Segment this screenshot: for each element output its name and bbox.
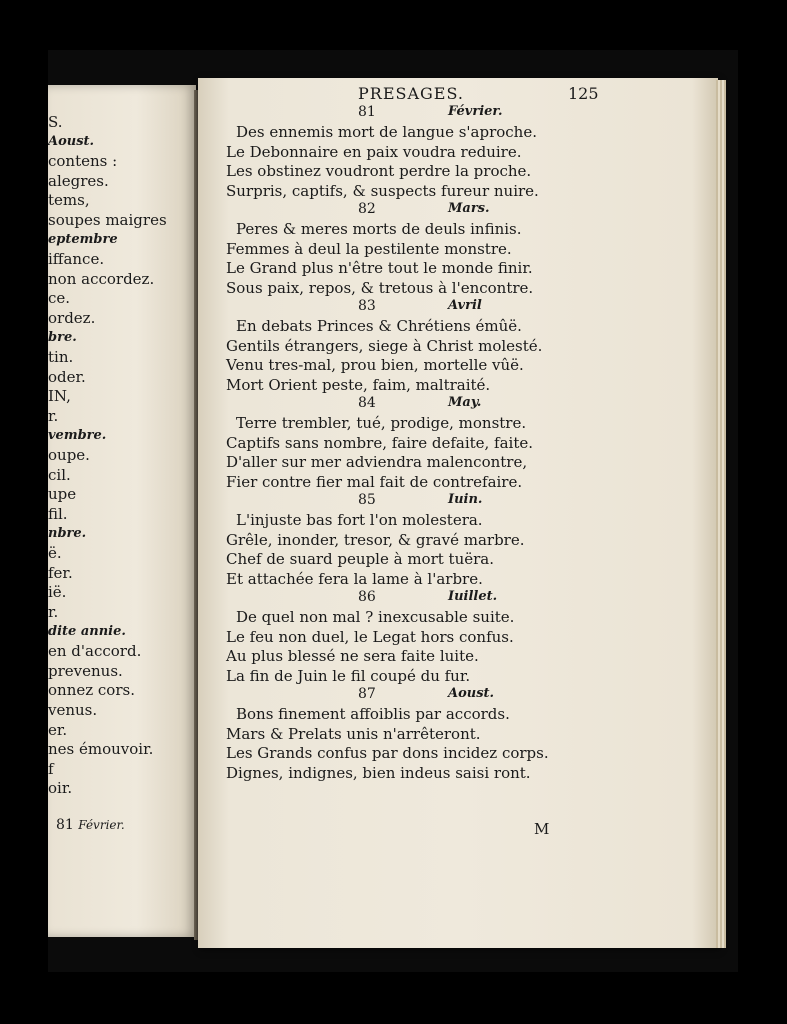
verse-line: L'injuste bas fort l'on molestera. (236, 511, 483, 530)
page-edges (716, 80, 726, 948)
verse-line: Femmes à deul la pestilente monstre. (226, 239, 512, 258)
quatrain-month: Iuin. (448, 492, 483, 507)
quatrain-number: 84 (358, 395, 376, 411)
left-page-line: oir. (48, 779, 73, 798)
quatrain-heading (198, 686, 718, 704)
quatrain-month: May. (448, 395, 482, 410)
book-scan (48, 50, 738, 972)
left-page-line: prevenus. (48, 661, 123, 680)
verse-line: Au plus blessé ne sera faite luite. (226, 647, 479, 666)
quatrain-number: 86 (358, 589, 376, 605)
verse-line: Mars & Prelats unis n'arrêteront. (226, 724, 481, 743)
quatrain-number: 82 (358, 201, 376, 217)
left-page-line: contens : (48, 152, 118, 171)
left-page-line: cil. (48, 465, 71, 484)
left-page-line: venus. (48, 701, 98, 719)
left-page-line: bre. (48, 329, 77, 345)
left-page-line: upe (48, 485, 77, 504)
verse-line: Venu tres-mal, prou bien, mortelle vûë. (226, 356, 524, 375)
quatrain-month: Avril (448, 298, 482, 313)
quatrain-number: 87 (358, 686, 376, 702)
quatrain-number: 83 (358, 298, 376, 314)
verse-line: Les obstinez voudront perdre la proche. (226, 162, 532, 181)
left-page-line: ordez. (48, 309, 96, 327)
left-page-line: er. (48, 720, 68, 739)
running-header: PRESAGES. (358, 84, 464, 103)
left-page-line: oder. (48, 367, 86, 386)
catchword-number: 81 (56, 817, 74, 833)
left-page-line: nes émouvoir. (48, 740, 154, 759)
signature-mark: M (534, 820, 550, 838)
verse-line: Bons finement affoiblis par accords. (236, 705, 510, 724)
verse-line: Les Grands confus par dons incidez corps. (226, 744, 549, 763)
left-page-line: en d'accord. (48, 642, 142, 661)
quatrain-heading (198, 298, 718, 316)
page-number: 125 (568, 84, 599, 103)
left-page (48, 85, 196, 937)
quatrain-month: Aoust. (448, 686, 495, 701)
verse-line: Le Grand plus n'être tout le monde finir. (226, 259, 533, 278)
left-page-line: r. (48, 603, 59, 621)
quatrain-month: Février. (448, 104, 503, 119)
verse-line: Des ennemis mort de langue s'aproche. (236, 123, 537, 142)
verse-line: La fin de Juin le fil coupé du fur. (226, 666, 471, 685)
left-page-line: fil. (48, 505, 68, 523)
verse-line: Peres & meres morts de deuls infinis. (236, 220, 522, 239)
left-page-line: tin. (48, 348, 74, 367)
quatrain-number: 85 (358, 492, 376, 508)
quatrain-heading (198, 395, 718, 413)
left-page-line: oupe. (48, 446, 90, 465)
verse-line: Mort Orient peste, faim, maltraité. (226, 375, 491, 394)
left-page-line: IN, (48, 387, 71, 406)
left-page-line: r. (48, 407, 59, 425)
right-page (198, 78, 718, 948)
verse-line: Chef de suard peuple à mort tuëra. (226, 550, 494, 569)
left-page-line: eptembre (48, 231, 118, 247)
left-page-line: non accordez. (48, 269, 155, 288)
quatrain-heading (198, 104, 718, 122)
left-page-line: alegres. (48, 171, 109, 190)
verse-line: D'aller sur mer adviendra malencontre, (226, 453, 528, 472)
left-page-line: soupes maigres (48, 211, 167, 229)
left-page-line: onnez cors. (48, 681, 135, 700)
verse-line: Le Debonnaire en paix voudra reduire. (226, 142, 522, 161)
verse-line: Sous paix, repos, & tretous à l'encontre. (226, 278, 534, 297)
quatrain-number: 81 (358, 104, 376, 120)
left-page-line: ë. (48, 544, 62, 563)
verse-line: Et attachée fera la lame à l'arbre. (226, 569, 483, 588)
verse-line: En debats Princes & Chrétiens émûë. (236, 317, 522, 336)
quatrain-month: Iuillet. (448, 589, 498, 604)
quatrain-heading (198, 492, 718, 510)
left-page-line: Aoust. (48, 133, 95, 149)
quatrain-heading (198, 201, 718, 219)
left-page-line: tems, (48, 191, 90, 210)
left-page-line: nbre. (48, 525, 87, 541)
verse-line: Gentils étrangers, siege à Christ molesté. (226, 336, 543, 355)
left-page-line: dite annie. (48, 623, 126, 639)
verse-line: Surpris, captifs, & suspects fureur nuire. (226, 181, 539, 200)
verse-line: Le feu non duel, le Legat hors confus. (226, 627, 514, 646)
verse-line: Grêle, inonder, tresor, & gravé marbre. (226, 530, 525, 549)
quatrain-heading (198, 589, 718, 607)
left-page-line: S. (48, 113, 63, 131)
verse-line: Fier contre fier mal fait de contrefaire. (226, 472, 523, 491)
verse-line: Terre trembler, tué, prodige, monstre. (236, 414, 527, 433)
left-page-line: iffance. (48, 250, 105, 269)
left-page-line: f (48, 759, 54, 778)
quatrain-month: Mars. (448, 201, 490, 216)
catchword (56, 817, 196, 833)
catchword-month: Février. (78, 818, 125, 832)
verse-line: Dignes, indignes, bien indeus saisi ront. (226, 763, 531, 782)
left-page-line: ce. (48, 289, 71, 308)
verse-line: De quel non mal ? inexcusable suite. (236, 608, 515, 627)
left-page-line: vembre. (48, 427, 107, 443)
verse-line: Captifs sans nombre, faire defaite, faite. (226, 433, 534, 452)
left-page-line: ië. (48, 583, 67, 602)
left-page-line: fer. (48, 563, 73, 582)
